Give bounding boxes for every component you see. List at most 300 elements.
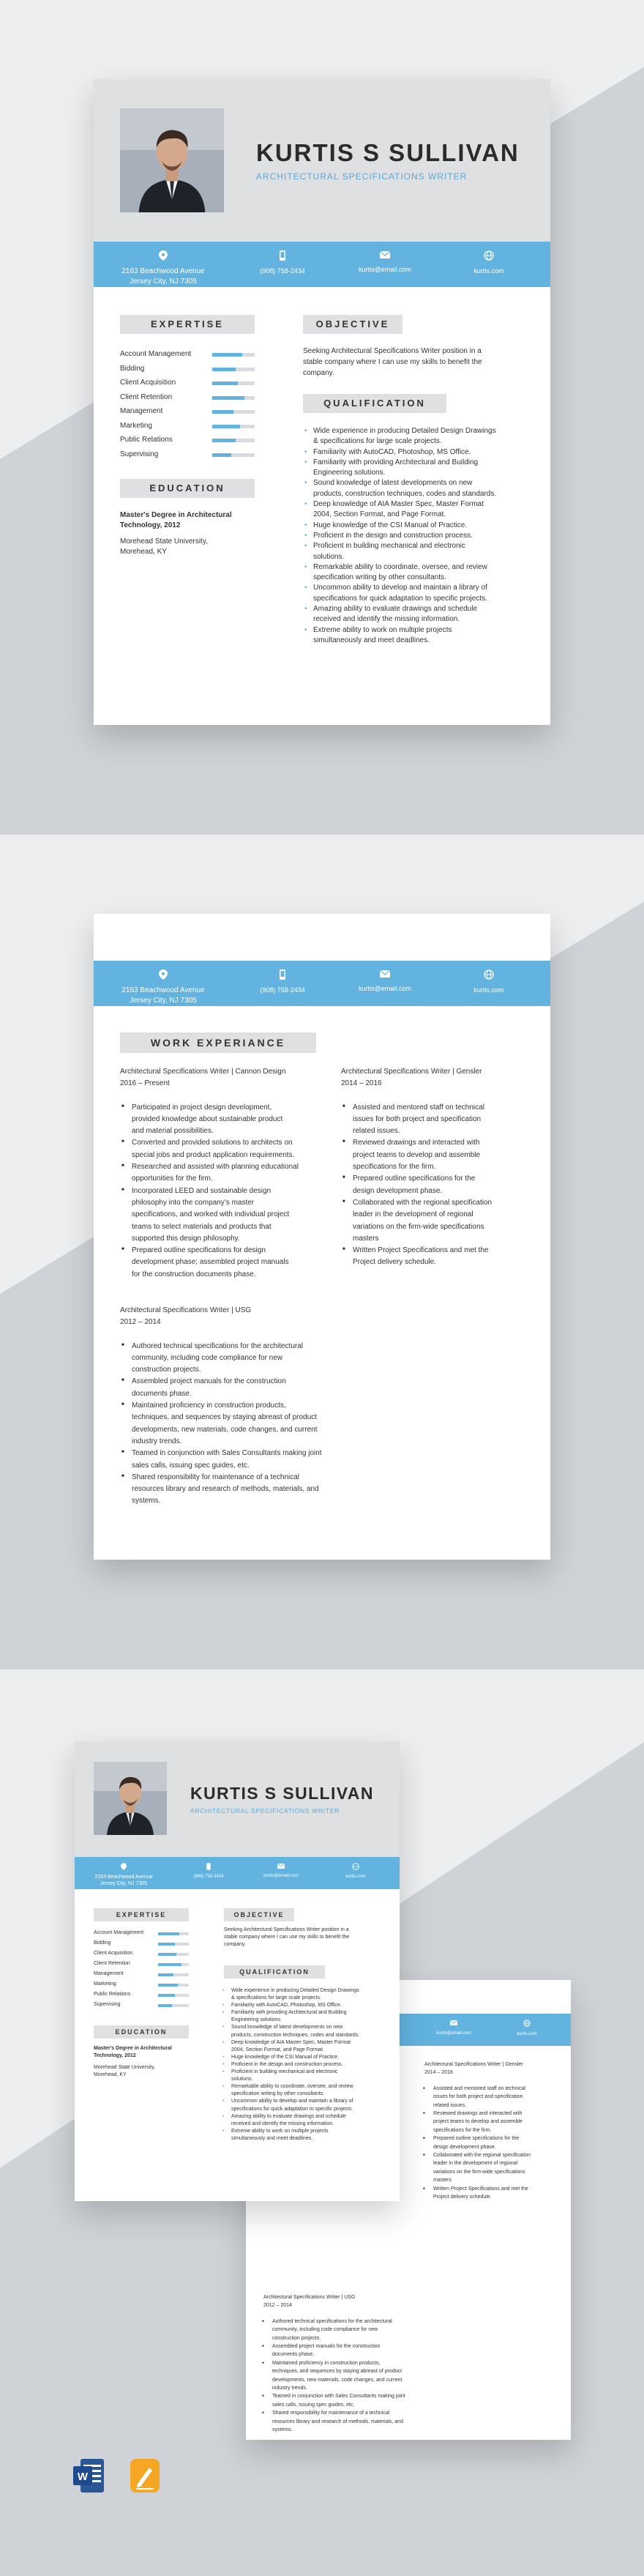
job-bullet-line: ■ Assisted and mentored staff on technical bbox=[433, 2085, 525, 2091]
qualification-line: & specifications for large scale projects. bbox=[231, 1995, 321, 2001]
pages-icon[interactable] bbox=[129, 2457, 161, 2494]
qualification-line: received and identify the missing information. bbox=[231, 2121, 334, 2126]
job-bullet-list bbox=[353, 1102, 543, 1269]
skill-row bbox=[120, 436, 255, 450]
globe-icon bbox=[352, 1863, 359, 1870]
website-url[interactable]: kurtis.com bbox=[473, 986, 504, 994]
skill-bar-fill bbox=[158, 2004, 172, 2007]
skill-bar-fill bbox=[212, 453, 231, 457]
address-line-2: Jersey City, NJ 7305 bbox=[100, 1881, 148, 1887]
job-dates: 2016 – Present bbox=[120, 1079, 170, 1088]
phone-icon bbox=[206, 1863, 211, 1870]
qualification-item bbox=[313, 583, 533, 604]
qualification-line: • Uncommon ability to develop and maintain a library of bbox=[313, 584, 487, 592]
address-line-1: 2163 Beachwood Avenue bbox=[121, 267, 205, 275]
qualification-line: • Amazing ability to evaluate drawings and schedule bbox=[231, 2113, 346, 2119]
qualification-line: solutions. bbox=[313, 552, 345, 561]
job-bullet bbox=[132, 1376, 366, 1400]
skill-name: Supervising bbox=[120, 450, 159, 458]
qualification-line: • Huge knowledge of the CSI Manual of Practice. bbox=[231, 2054, 340, 2060]
qualification-line: Engineering solutions. bbox=[313, 469, 386, 477]
qualification-line: • Deep knowledge of AIA Master Spec, Master Format bbox=[231, 2039, 351, 2045]
job-bullet bbox=[132, 1448, 366, 1472]
objective-line: company. bbox=[224, 1942, 246, 1947]
job-bullet-list bbox=[132, 1341, 366, 1508]
qualification-line: • Remarkable ability to coordinate, oversee, and review bbox=[231, 2084, 353, 2090]
skill-name: Account Management bbox=[94, 1930, 144, 1935]
skill-bar-fill bbox=[212, 425, 240, 428]
skill-bar-fill bbox=[158, 1994, 175, 1997]
education-school-line-2: Morehead, KY bbox=[94, 2072, 127, 2077]
job-bullet-list bbox=[272, 2318, 441, 2435]
skill-row bbox=[120, 393, 255, 408]
job-bullet-line: construction projects. bbox=[272, 2335, 321, 2341]
education-heading: EDUCATION bbox=[120, 479, 255, 498]
qualification-line: simultaneously and meet deadlines. bbox=[313, 636, 430, 644]
svg-text:W: W bbox=[77, 2471, 89, 2483]
education-degree-line-1: Master's Degree in Architectural bbox=[120, 511, 232, 519]
skill-row bbox=[120, 407, 255, 422]
contact-website[interactable] bbox=[490, 2020, 564, 2037]
contact-bar bbox=[75, 1857, 400, 1889]
job-bullet-line: ■ Assembled project manuals for the construction bbox=[132, 1377, 286, 1386]
job-bullet-line: ■ Written Project Specifications and met the bbox=[353, 1246, 489, 1255]
skill-bar-fill bbox=[158, 1932, 179, 1935]
qualification-line: • Proficient in the design and construction process. bbox=[313, 531, 473, 540]
job-bullet bbox=[433, 2085, 565, 2110]
skill-bar-fill bbox=[158, 1963, 181, 1966]
skill-bar-fill bbox=[212, 368, 236, 371]
skill-bar bbox=[212, 396, 255, 400]
contact-bar bbox=[94, 242, 550, 287]
skill-name: Client Acquisition bbox=[94, 1951, 133, 1956]
job-bullet-list bbox=[132, 1102, 322, 1281]
envelope-icon bbox=[450, 2020, 457, 2026]
qualification-item bbox=[313, 521, 533, 531]
qualification-item bbox=[313, 447, 533, 458]
skill-row bbox=[94, 1951, 189, 1961]
qualification-line: • Wide experience in producing Detailed Design Drawings bbox=[231, 1988, 359, 1993]
skill-name: Management bbox=[94, 1971, 124, 1976]
job-bullet-line: resources library and research of methods, materials, and bbox=[272, 2419, 403, 2424]
skill-bar bbox=[212, 439, 255, 442]
qualification-item bbox=[313, 531, 533, 541]
job-heading: Architectural Specifications Writer | Gensler bbox=[424, 2062, 523, 2067]
qualification-item bbox=[231, 2098, 389, 2112]
skill-bar bbox=[212, 353, 255, 357]
job-bullet-line: documents phase. bbox=[132, 1389, 192, 1398]
envelope-icon bbox=[380, 969, 390, 978]
objective-line: stable company where I can use my skills to benefit the bbox=[303, 358, 482, 366]
skill-name: Supervising bbox=[94, 2002, 121, 2007]
education-heading: EDUCATION bbox=[94, 2025, 189, 2039]
skill-row bbox=[120, 450, 255, 465]
job-bullet-line: issues for both project and specification bbox=[353, 1114, 482, 1123]
globe-icon bbox=[523, 2020, 531, 2027]
skill-bar bbox=[212, 453, 255, 457]
contact-website[interactable] bbox=[438, 969, 540, 994]
location-pin-icon bbox=[159, 969, 168, 980]
qualification-line: products, construction techniques, codes and standards. bbox=[313, 489, 497, 498]
job-bullet-line: developments, new materials, code changes, and current bbox=[272, 2377, 402, 2383]
envelope-icon bbox=[380, 250, 390, 259]
job-bullet-line: ■ Prepared outline specifications for the bbox=[433, 2136, 520, 2142]
contact-website[interactable] bbox=[438, 250, 540, 275]
qualification-line: • Proficient in building mechanical and electronic bbox=[313, 542, 465, 551]
job-bullet-line: ■ Authored technical specifications for the architectural bbox=[272, 2318, 392, 2324]
location-pin-icon bbox=[121, 1863, 127, 1870]
job-bullet-line: ■ Shared responsibility for maintenance of a technical bbox=[132, 1473, 300, 1481]
qualification-line: • Familiarity with providing Architectural and Building bbox=[313, 458, 479, 466]
job-bullet-line: and material possibilities. bbox=[132, 1127, 214, 1136]
qualification-line: • Familiarity with providing Architectural and Building bbox=[231, 2010, 347, 2016]
website-url[interactable]: kurtis.com bbox=[517, 2032, 537, 2036]
qualification-line: solutions. bbox=[231, 2077, 253, 2082]
candidate-title: ARCHITECTURAL SPECIFICATIONS WRITER bbox=[256, 171, 468, 182]
qualification-heading: QUALIFICATION bbox=[303, 394, 446, 413]
job-heading: Architectural Specifications Writer | Gensler bbox=[341, 1068, 482, 1076]
job-bullet bbox=[272, 2318, 441, 2342]
skill-bar bbox=[158, 1963, 189, 1966]
skill-bar bbox=[158, 1984, 189, 1987]
job-bullet bbox=[132, 1341, 366, 1377]
job-bullet-line: specifications, and worked with individual project bbox=[132, 1210, 290, 1219]
job-bullet-line: ■ Collaborated with the regional specification bbox=[353, 1198, 493, 1207]
resume-page-2 bbox=[94, 914, 550, 1560]
email-address[interactable]: kurtis@email.com bbox=[359, 985, 411, 992]
job-bullet-line: project teams to develop and assemble bbox=[433, 2119, 523, 2125]
job-bullet-line: ■ Assembled project manuals for the construction bbox=[272, 2344, 381, 2350]
skill-bar bbox=[158, 1943, 189, 1946]
contact-email[interactable] bbox=[334, 250, 436, 274]
contact-address bbox=[101, 969, 225, 1005]
qualification-list bbox=[231, 1987, 389, 2143]
qualification-item bbox=[231, 2039, 389, 2054]
objective-line: stable company where I can use my skills to benefit the bbox=[224, 1935, 350, 1940]
qualification-list bbox=[313, 426, 533, 646]
qualification-line: products, construction techniques, codes and standards. bbox=[231, 2032, 360, 2038]
qualification-line: Engineering solutions. bbox=[231, 2017, 282, 2023]
qualification-item bbox=[231, 2128, 389, 2143]
job-bullet-line: ■ Maintained proficiency in construction products, bbox=[272, 2360, 381, 2366]
skill-row bbox=[94, 1940, 189, 1951]
qualification-item bbox=[313, 458, 533, 479]
word-icon[interactable] bbox=[73, 2457, 105, 2494]
job-bullet-line: related issues. bbox=[353, 1127, 400, 1136]
skill-bar bbox=[158, 1994, 189, 1997]
skill-name: Account Management bbox=[120, 350, 192, 358]
qualification-item bbox=[231, 2113, 389, 2128]
education-degree-line-2: Technology, 2012 bbox=[120, 521, 181, 529]
qualification-line: • Proficient in building mechanical and electronic bbox=[231, 2069, 338, 2075]
qualification-item bbox=[231, 1987, 389, 2002]
job-bullet-line: masters bbox=[433, 2178, 452, 2184]
skill-bar-fill bbox=[158, 1984, 178, 1987]
qualification-line: • Extreme ability to work on multiple projects bbox=[313, 625, 452, 634]
skill-bar bbox=[158, 2004, 189, 2007]
job-bullet-line: ■ Prepared outline specifications for the bbox=[353, 1175, 476, 1183]
qualification-line: specifications for quick adaptation to specific projects. bbox=[231, 2106, 353, 2112]
job-bullet-line: special jobs and product application requirements. bbox=[132, 1150, 295, 1159]
skill-bar-fill bbox=[158, 1973, 173, 1976]
contact-email[interactable] bbox=[334, 969, 436, 993]
contact-phone bbox=[239, 969, 326, 994]
candidate-name: KURTIS S SULLIVAN bbox=[190, 1784, 374, 1803]
email-address[interactable]: kurtis@email.com bbox=[436, 2031, 471, 2036]
job-heading: Architectural Specifications Writer | Cannon Design bbox=[120, 1068, 286, 1076]
skill-bar bbox=[158, 1953, 189, 1956]
job-bullet bbox=[132, 1245, 322, 1281]
job-bullet-line: ■ Prepared outline specifications for design bbox=[132, 1246, 266, 1255]
skill-row bbox=[120, 422, 255, 436]
address-line-1: 2163 Beachwood Avenue bbox=[121, 986, 205, 994]
job-bullet-line: ■ Reviewed drawings and interacted with bbox=[433, 2111, 523, 2117]
skill-bar-fill bbox=[212, 410, 233, 414]
phone-icon bbox=[278, 250, 287, 261]
qualification-item bbox=[231, 2024, 389, 2039]
job-bullet-line: philosophy into the company’s master bbox=[132, 1198, 255, 1207]
globe-icon bbox=[484, 250, 494, 261]
objective-heading: OBJECTIVE bbox=[224, 1908, 294, 1921]
skill-name: Bidding bbox=[94, 1940, 111, 1946]
skill-row bbox=[94, 1971, 189, 1981]
address-line-2: Jersey City, NJ 7305 bbox=[130, 277, 197, 286]
website-url[interactable]: kurtis.com bbox=[473, 267, 504, 275]
job-bullet bbox=[433, 2134, 565, 2151]
skill-row bbox=[94, 1961, 189, 1971]
skill-bar bbox=[212, 381, 255, 385]
job-bullet bbox=[132, 1137, 322, 1161]
job-bullet-line: design development phase. bbox=[433, 2144, 496, 2150]
job-bullet-line: specifications for the firm. bbox=[353, 1163, 436, 1172]
objective-line: Seeking Architectural Specifications Writer position in a bbox=[303, 347, 482, 355]
skill-bar-fill bbox=[212, 396, 244, 400]
qualification-line: • Familiarity with AutoCAD, Photoshop, MS Office. bbox=[231, 2003, 342, 2009]
contact-website[interactable] bbox=[319, 1863, 392, 1880]
skill-name: Client Retention bbox=[94, 1961, 130, 1966]
job-bullet bbox=[132, 1472, 366, 1508]
qualification-line: specification writing by other consultants. bbox=[231, 2091, 325, 2097]
job-bullet-line: ■ Reviewed drawings and interacted with bbox=[353, 1139, 480, 1147]
contact-address bbox=[101, 250, 225, 286]
phone-number: (908) 758-2434 bbox=[260, 267, 305, 275]
job-bullet-line: teams to select materials and products that bbox=[132, 1222, 272, 1231]
job-bullet-line: issues for both project and specification bbox=[433, 2094, 523, 2100]
job-bullet-line: variations on the firm-wide specifications bbox=[433, 2169, 525, 2175]
skill-name: Marketing bbox=[94, 1981, 116, 1987]
phone-icon bbox=[278, 969, 287, 980]
qualification-line: • Uncommon ability to develop and maintain a library of bbox=[231, 2099, 353, 2104]
skill-row bbox=[120, 365, 255, 379]
education-degree-line-1: Master's Degree in Architectural bbox=[94, 2046, 172, 2051]
qualification-item bbox=[231, 2069, 389, 2083]
resume-preview-page-1 bbox=[75, 1741, 400, 2201]
job-bullet-line: for the construction documents phase. bbox=[132, 1270, 256, 1278]
job-bullet bbox=[132, 1400, 366, 1448]
job-bullet bbox=[353, 1137, 543, 1173]
skill-name: Public Relations bbox=[94, 1992, 131, 1997]
contact-phone bbox=[239, 250, 326, 275]
job-dates: 2012 – 2014 bbox=[120, 1318, 161, 1327]
skill-name: Client Acquisition bbox=[120, 379, 176, 387]
job-bullet-line: ■ Collaborated with the regional specification bbox=[433, 2153, 531, 2159]
job-bullet-line: ■ Shared responsibility for maintenance of a technical bbox=[272, 2411, 390, 2416]
qualification-item bbox=[231, 2083, 389, 2098]
qualification-heading: QUALIFICATION bbox=[224, 1965, 325, 1978]
job-bullet bbox=[272, 2359, 441, 2393]
contact-address bbox=[79, 1863, 168, 1888]
job-bullet-line: development phase; assembled project manuals bbox=[132, 1258, 289, 1267]
expertise-heading: EXPERTISE bbox=[94, 1908, 189, 1921]
qualification-line: • Huge knowledge of the CSI Manual of Practice. bbox=[313, 521, 468, 529]
skill-row bbox=[94, 1981, 189, 1992]
qualification-item bbox=[313, 478, 533, 499]
qualification-line: • Sound knowledge of latest developments on new bbox=[231, 2025, 343, 2030]
skill-row bbox=[120, 379, 255, 393]
job-bullet-line: ■ Maintained proficiency in construction products, bbox=[132, 1401, 286, 1410]
job-bullet-line: industry trends. bbox=[272, 2386, 307, 2391]
location-pin-icon bbox=[159, 250, 168, 261]
phone-number: (908) 758-2434 bbox=[260, 986, 305, 994]
qualification-item bbox=[231, 2061, 389, 2069]
job-bullet bbox=[353, 1197, 543, 1245]
job-bullet-line: construction projects. bbox=[132, 1366, 201, 1374]
qualification-item bbox=[313, 562, 533, 584]
education-degree-line-2: Technology, 2012 bbox=[94, 2053, 136, 2058]
job-bullet-line: leader in the development of regional bbox=[353, 1210, 473, 1219]
contact-email[interactable] bbox=[244, 1863, 318, 1879]
job-bullet-line: opportunities for the firm. bbox=[132, 1175, 213, 1183]
skill-bar bbox=[212, 368, 255, 371]
qualification-item bbox=[231, 2002, 389, 2009]
skill-bar-fill bbox=[212, 353, 242, 357]
contact-email[interactable] bbox=[417, 2020, 490, 2036]
qualification-item bbox=[313, 625, 533, 647]
skill-bar bbox=[212, 425, 255, 428]
qualification-line: 2004, Section Format, and Page Format. bbox=[231, 2047, 324, 2052]
job-bullet-line: variations on the firm-wide specifications bbox=[353, 1222, 484, 1231]
qualification-line: • Remarkable ability to coordinate, oversee, and review bbox=[313, 562, 487, 571]
email-address[interactable]: kurtis@email.com bbox=[263, 1874, 299, 1878]
job-bullet bbox=[353, 1245, 543, 1269]
website-url[interactable]: kurtis.com bbox=[345, 1875, 366, 1879]
qualification-line: specification writing by other consultants. bbox=[313, 573, 446, 582]
job-bullet-line: resources library and research of methods, materials, and bbox=[132, 1485, 319, 1494]
qualification-line: 2004, Section Format, and Page Format. bbox=[313, 510, 446, 519]
qualification-line: specifications for quick adaptation to specific projects. bbox=[313, 594, 487, 603]
job-bullet-line: ■ Incorporated LEED and sustainable design bbox=[132, 1186, 272, 1195]
objective-line: Seeking Architectural Specifications Writer position in a bbox=[224, 1927, 349, 1932]
skill-bar bbox=[158, 1973, 189, 1976]
qualification-item bbox=[231, 2054, 389, 2061]
education-school-line-1: Morehead State University, bbox=[94, 2065, 155, 2070]
qualification-line: • Proficient in the design and construction process. bbox=[231, 2061, 343, 2067]
job-bullet-line: related issues. bbox=[433, 2102, 467, 2108]
skill-bar bbox=[158, 1932, 189, 1935]
email-address[interactable]: kurtis@email.com bbox=[359, 266, 411, 273]
job-bullet-line: systems. bbox=[132, 1497, 161, 1505]
skill-row bbox=[94, 2002, 189, 2012]
job-bullet bbox=[272, 2409, 441, 2434]
objective-heading: OBJECTIVE bbox=[303, 315, 402, 334]
contact-bar bbox=[94, 961, 550, 1006]
qualification-item bbox=[313, 499, 533, 521]
profile-photo bbox=[120, 108, 224, 212]
qualification-line: • Deep knowledge of AIA Master Spec, Master Format bbox=[313, 500, 484, 509]
job-bullet-line: ■ Researched and assisted with planning educational bbox=[132, 1163, 299, 1172]
qualification-line: & specifications for large scale projects. bbox=[313, 437, 442, 446]
skill-bar-fill bbox=[212, 381, 238, 385]
job-bullet-line: Project delivery schedule. bbox=[433, 2195, 492, 2200]
job-bullet-line: sales calls, issuing spec guides, etc. bbox=[132, 1461, 250, 1470]
education-school-line-1: Morehead State University, bbox=[120, 537, 208, 546]
job-bullet-line: supported this design philosophy. bbox=[132, 1234, 240, 1243]
job-bullet-line: ■ Participated in project design development, bbox=[132, 1103, 272, 1112]
job-bullet bbox=[132, 1185, 322, 1245]
qualification-line: • Extreme ability to work on multiple projects bbox=[231, 2128, 329, 2134]
skill-bar-fill bbox=[158, 1953, 176, 1956]
job-bullet bbox=[132, 1161, 322, 1185]
objective-line: company. bbox=[303, 369, 334, 377]
job-bullet-line: techniques, and sequences by staying abreast of product bbox=[132, 1413, 317, 1422]
qualification-line: simultaneously and meet deadlines. bbox=[231, 2135, 313, 2141]
job-bullet-line: ■ Teamed in conjunction with Sales Consultants making joint bbox=[272, 2394, 405, 2400]
candidate-title: ARCHITECTURAL SPECIFICATIONS WRITER bbox=[190, 1807, 340, 1814]
education-school-line-2: Morehead, KY bbox=[120, 548, 167, 556]
job-bullet-line: design development phase. bbox=[353, 1186, 443, 1195]
job-dates: 2014 – 2016 bbox=[341, 1079, 382, 1088]
job-bullet bbox=[353, 1102, 543, 1138]
job-bullet-line: community, including code compliance for new bbox=[132, 1353, 283, 1362]
job-dates: 2012 – 2014 bbox=[263, 2303, 292, 2309]
job-bullet-line: masters bbox=[353, 1234, 379, 1243]
skill-row bbox=[94, 1930, 189, 1940]
qualification-line: received and identify the missing information. bbox=[313, 615, 460, 624]
qualification-line: • Wide experience in producing Detailed Design Drawings bbox=[313, 427, 496, 435]
job-bullet bbox=[433, 2185, 565, 2202]
job-heading: Architectural Specifications Writer | USG bbox=[120, 1306, 252, 1314]
job-bullet-line: industry trends. bbox=[132, 1437, 182, 1445]
skill-row bbox=[94, 1992, 189, 2002]
skill-bar-fill bbox=[212, 439, 236, 442]
job-bullet-line: ■ Converted and provided solutions to architects on bbox=[132, 1139, 293, 1147]
job-bullet-line: provided knowledge about sustainable product bbox=[132, 1114, 283, 1123]
address-line-2: Jersey City, NJ 7305 bbox=[130, 996, 197, 1005]
work-experience-heading: WORK EXPERIANCE bbox=[120, 1032, 316, 1053]
job-bullet-line: ■ Authored technical specifications for the architectural bbox=[132, 1341, 304, 1350]
skill-bar bbox=[212, 410, 255, 414]
job-bullet-line: Project delivery schedule. bbox=[353, 1258, 436, 1267]
job-dates: 2014 – 2016 bbox=[424, 2070, 453, 2076]
job-bullet bbox=[132, 1102, 322, 1138]
job-bullet-line: specifications for the firm. bbox=[433, 2127, 492, 2133]
skill-name: Client Retention bbox=[120, 392, 173, 401]
job-bullet-line: ■ Written Project Specifications and met the bbox=[433, 2186, 528, 2192]
job-bullet-line: community, including code compliance for new bbox=[272, 2327, 378, 2333]
qualification-item bbox=[231, 2009, 389, 2024]
job-bullet bbox=[272, 2392, 441, 2409]
job-heading: Architectural Specifications Writer | USG bbox=[263, 2295, 356, 2300]
job-bullet-line: project teams to develop and assemble bbox=[353, 1150, 480, 1159]
skill-name: Bidding bbox=[120, 364, 145, 373]
contact-phone bbox=[177, 1863, 240, 1880]
job-bullet bbox=[433, 2110, 565, 2134]
expertise-heading: EXPERTISE bbox=[120, 315, 255, 334]
skill-bar-fill bbox=[158, 1943, 175, 1946]
qualification-item bbox=[313, 426, 533, 447]
skill-name: Management bbox=[120, 407, 163, 415]
skill-name: Public Relations bbox=[120, 436, 173, 444]
